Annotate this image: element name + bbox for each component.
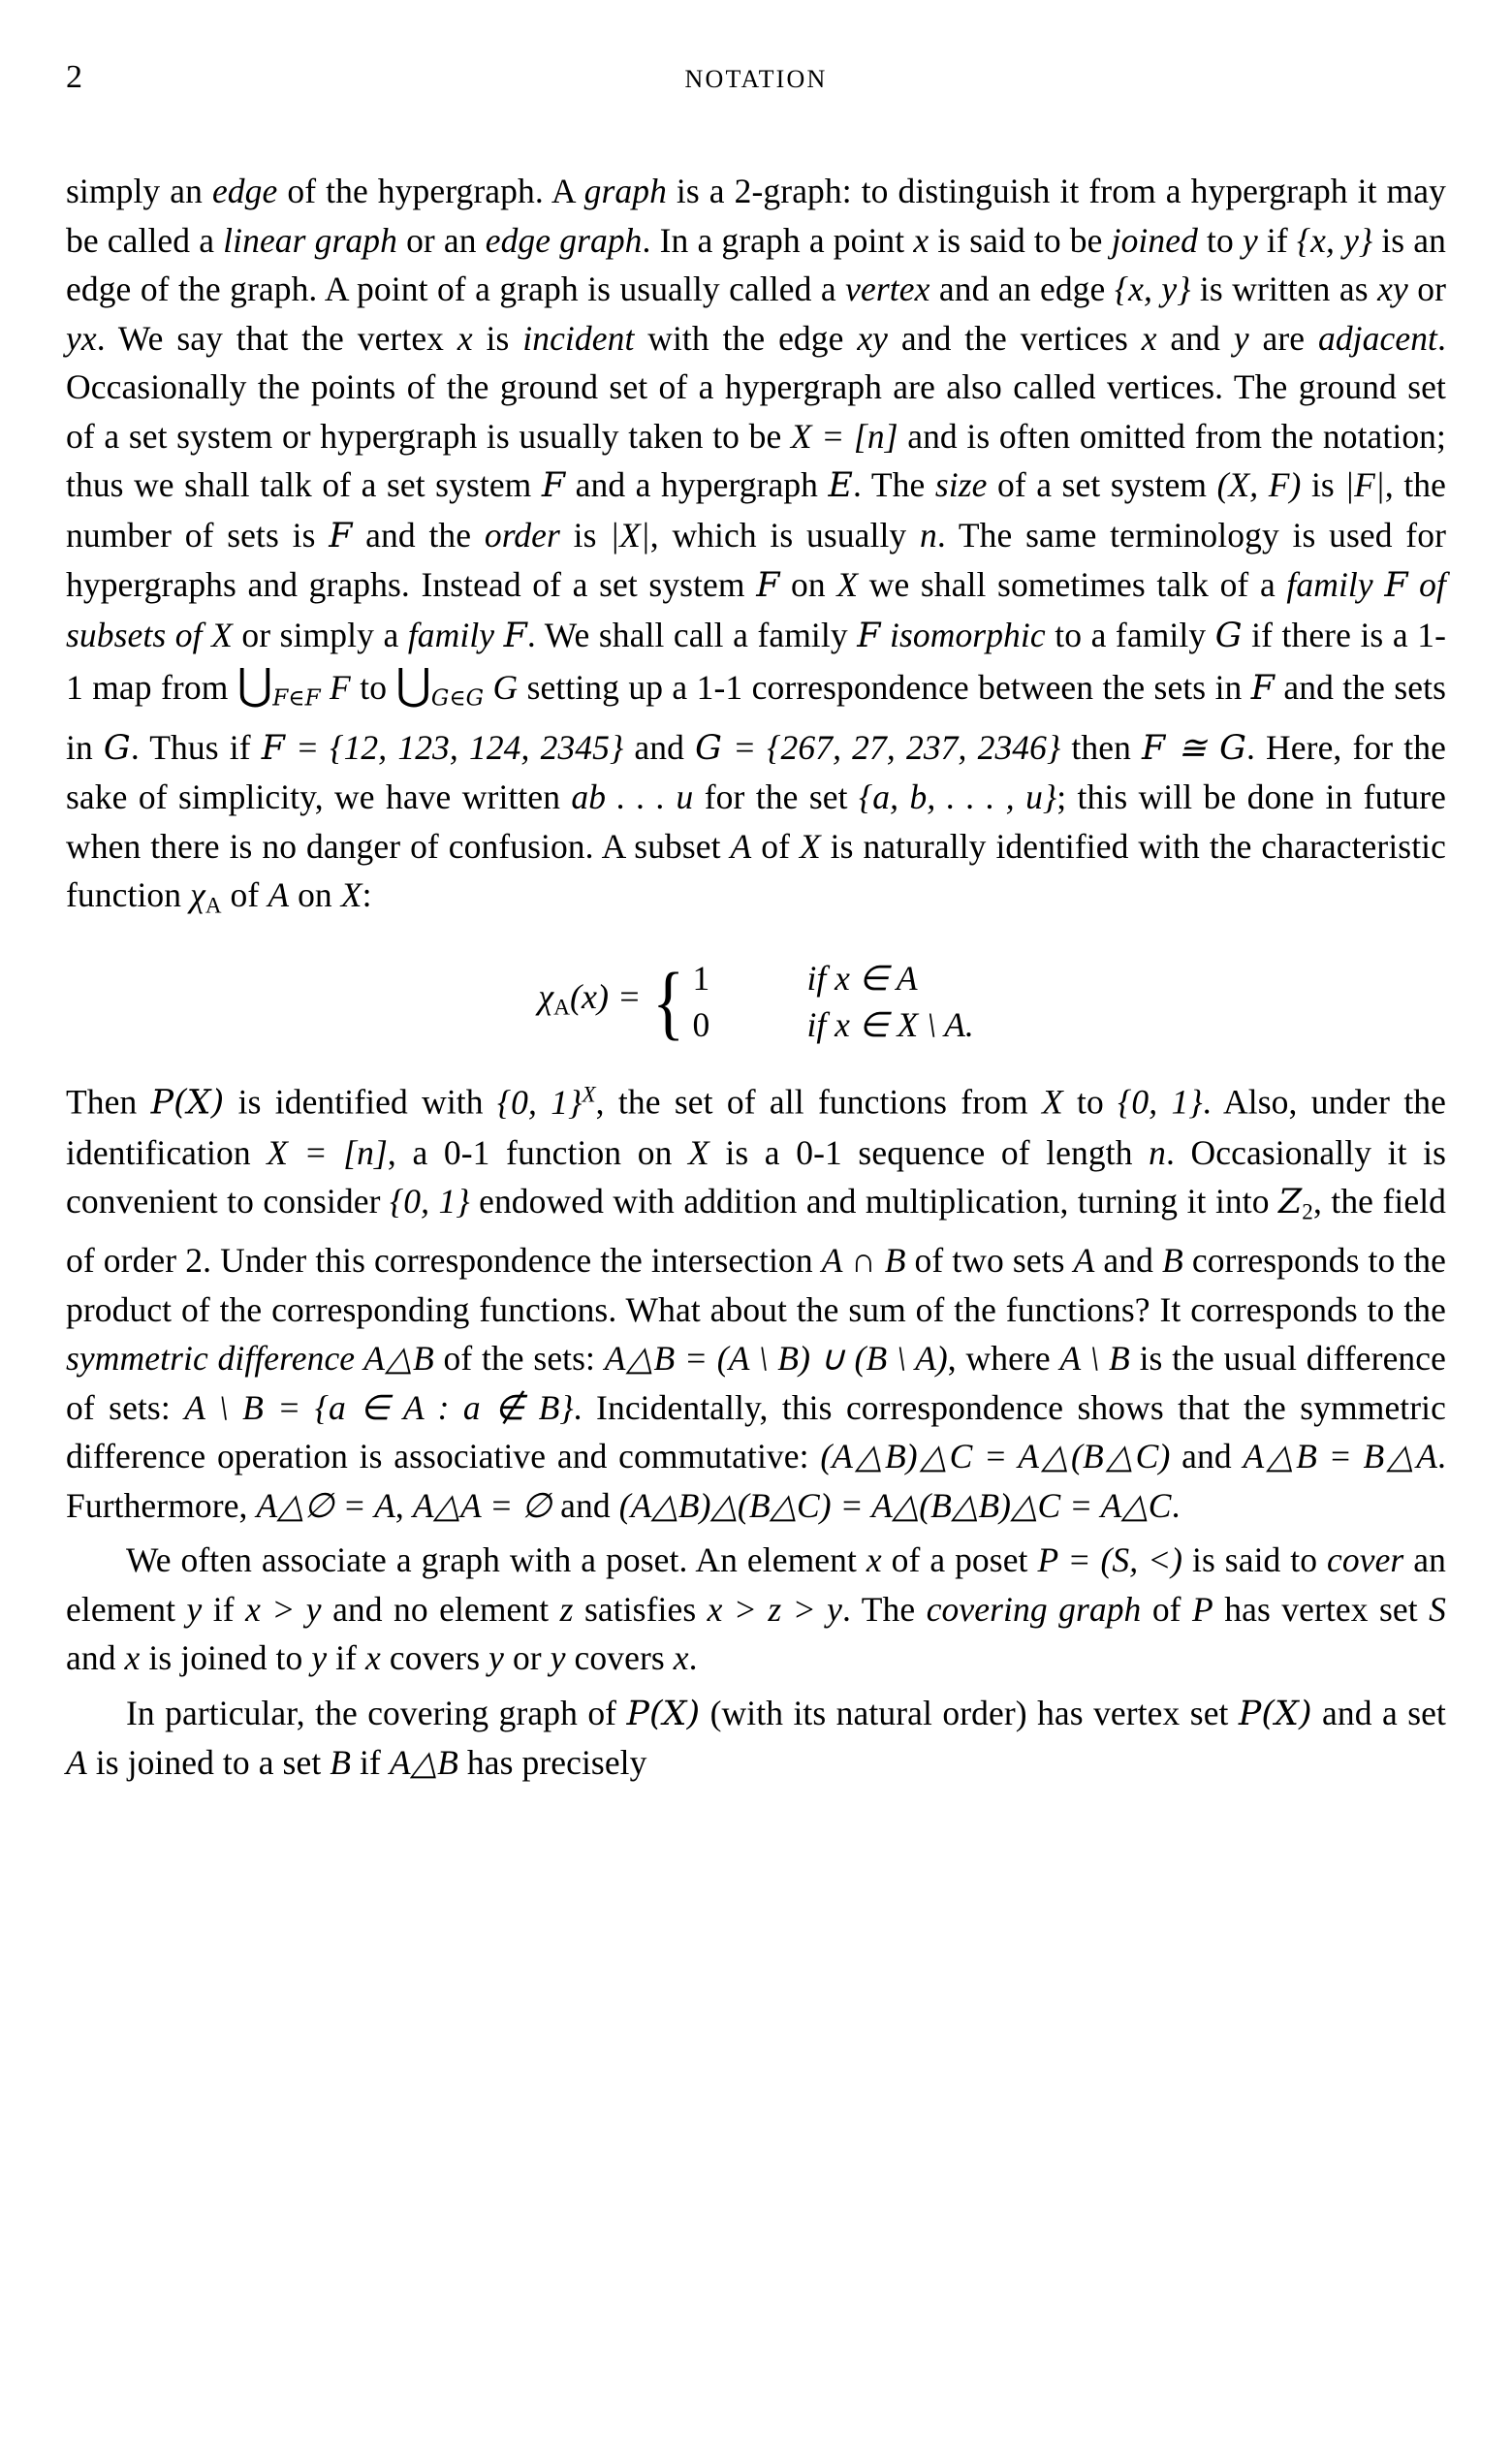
text-run: . Occasionally it is convenient to consider [66, 1132, 1446, 1222]
display-equation [66, 955, 1446, 1048]
math-run: X [340, 875, 362, 915]
equation-argument: (x) = [569, 976, 642, 1016]
math-run: (X, F) [1216, 465, 1302, 504]
text-run: or simply a [232, 615, 408, 654]
paragraph-4 [66, 1689, 1446, 1788]
math-run: X [202, 615, 233, 654]
math-chi [190, 875, 222, 918]
text-run: and the [352, 515, 485, 555]
text-run: is said to be [929, 220, 1112, 260]
text-run: and no element [321, 1589, 560, 1629]
chi-subscript: A [553, 995, 570, 1021]
page-header [66, 58, 1446, 116]
math-calligraphic: G [695, 728, 722, 768]
text-run: covers [380, 1638, 489, 1678]
union-subscript: G∈G [430, 685, 485, 712]
chi-symbol: χ [538, 976, 554, 1016]
text-run: is the usual difference of sets: [66, 1339, 1446, 1427]
text-run: on [289, 875, 341, 915]
math-run: A△B = B△A [1243, 1437, 1438, 1476]
text-run: setting up a 1-1 correspondence between the sets in [518, 668, 1251, 707]
math-run: y [488, 1638, 504, 1678]
math-run: x [673, 1638, 689, 1678]
text-run: then [1060, 727, 1143, 767]
union-operand: G [484, 668, 519, 707]
text-run: is joined to a set [86, 1743, 331, 1783]
math-run: x [124, 1638, 141, 1678]
math-run: |F| [1344, 465, 1385, 504]
text-run: is a 2-graph: to distinguish it from a hypergraph it may be called a [66, 172, 1446, 260]
text-run: . The [842, 1589, 927, 1629]
text-run: of [1141, 1589, 1193, 1629]
text-run: of a set system [987, 465, 1217, 504]
math-run: |X| [610, 515, 650, 555]
math-run: A [268, 875, 290, 915]
math-run: P = (S, <) [1037, 1540, 1183, 1580]
text-run-italic: order [484, 515, 560, 555]
math-run: y [550, 1638, 566, 1678]
union-symbol: ⋃ [395, 660, 431, 709]
math-run: X = [n] [267, 1132, 388, 1172]
math-run: y [1242, 220, 1258, 260]
paragraph-1 [66, 167, 1446, 930]
math-run: A△∅ = A [256, 1485, 395, 1525]
text-run: . The [853, 465, 935, 504]
math-union-2 [395, 660, 519, 712]
math-run: A \ B = {a ∈ A : a ∉ B} [184, 1387, 574, 1427]
text-run: and [551, 1485, 619, 1525]
text-run: for the set [693, 777, 859, 817]
math-run: n [1149, 1132, 1166, 1172]
text-run: , which is usually [649, 515, 920, 555]
cases-equation [538, 955, 974, 1048]
math-power-set [497, 1083, 596, 1122]
equation-lhs [538, 975, 648, 1030]
math-run: X = [n] [790, 416, 898, 456]
text-run: and [66, 1638, 125, 1678]
field-subscript: 2 [1302, 1198, 1313, 1224]
text-run: and [1156, 318, 1234, 358]
text-run-italic: cover [1327, 1540, 1404, 1580]
math-run: y [186, 1589, 203, 1629]
text-run: has precisely [457, 1743, 647, 1783]
text-run: of two sets [905, 1241, 1074, 1281]
math-run: x [913, 220, 929, 260]
text-run: if [1257, 220, 1297, 260]
math-run: y [311, 1638, 328, 1678]
text-run: is identified with [224, 1083, 497, 1123]
text-run: and the sets in [66, 668, 1446, 767]
text-run: and [623, 727, 696, 767]
text-run: to [1197, 220, 1243, 260]
text-run-italic: incident [522, 318, 635, 358]
text-run: , the set of all functions from [595, 1083, 1042, 1123]
math-run: = {12, 123, 124, 2345} [285, 727, 624, 767]
math-run: z [559, 1589, 574, 1629]
math-run: {0, 1} [496, 1083, 583, 1123]
text-run: , the number of sets is [66, 465, 1446, 555]
text-run: , a 0-1 function on [387, 1132, 688, 1172]
math-calligraphic: Z [1278, 1183, 1303, 1222]
text-run: of [751, 826, 800, 866]
paragraph-2 [66, 1069, 1446, 1530]
union-operand: F [320, 668, 351, 707]
math-run: A [1073, 1241, 1095, 1281]
math-union-1 [236, 660, 351, 712]
text-run: and the vertices [888, 318, 1142, 358]
math-run: B [1162, 1241, 1183, 1281]
math-calligraphic: F [1384, 566, 1408, 605]
text-run: . Here, for the sake of simplicity, we have written [66, 727, 1446, 817]
math-run: A△A = ∅ [412, 1485, 552, 1525]
cases-row [693, 955, 974, 1001]
text-run: an element [66, 1540, 1446, 1629]
text-run-italic: joined [1111, 220, 1198, 260]
math-run: X [1041, 1083, 1063, 1123]
text-run: simply an [66, 172, 212, 210]
math-run: X [799, 826, 821, 866]
math-calligraphic: P(X) [150, 1084, 225, 1124]
math-run: n [919, 515, 937, 555]
text-run: or [1407, 270, 1447, 308]
text-run: of a poset [881, 1540, 1038, 1580]
math-calligraphic: F [329, 516, 353, 555]
math-run: x [866, 1540, 882, 1580]
page-number: 2 [66, 59, 82, 95]
text-run: . [688, 1638, 698, 1678]
math-run: A [730, 826, 752, 866]
text-run: is an edge of the graph. A point of a graph is usually called a [66, 220, 1446, 308]
left-brace: { [652, 955, 685, 1049]
text-run: of the hypergraph. A [277, 172, 584, 210]
text-run-italic: isomorphic [880, 615, 1046, 654]
text-run: is joined to [140, 1638, 312, 1678]
text-run: Then [66, 1083, 151, 1123]
math-run: (A△B)△(B△C) = A△(B△B)△C = A△C [618, 1485, 1172, 1525]
text-run-italic: size [934, 465, 988, 504]
text-run-italic: of subsets of [66, 565, 1446, 654]
math-run: {a, b, . . . , u} [858, 777, 1057, 817]
text-run: . In a graph a point [642, 220, 914, 260]
math-run: F ≅ G [1142, 728, 1246, 768]
text-run-italic: vertex [845, 270, 930, 308]
math-run: A△B = (A \ B) ∪ (B \ A) [604, 1339, 948, 1379]
cases-row [693, 1001, 974, 1048]
text-run: is [559, 515, 611, 555]
math-run: {x, y} [1296, 220, 1373, 260]
text-run: with the edge [634, 318, 858, 358]
text-run: satisfies [573, 1589, 708, 1629]
text-run: . We say that the vertex [96, 318, 457, 358]
math-run: A ∩ B [821, 1241, 906, 1281]
math-calligraphic: P(X) [1238, 1694, 1312, 1733]
math-run: x [1141, 318, 1157, 358]
page-body [66, 167, 1446, 1788]
math-run: A△B [355, 1339, 434, 1379]
math-calligraphic: G [1214, 616, 1243, 655]
math-run: A \ B [1059, 1339, 1130, 1379]
text-run-italic: symmetric difference [66, 1339, 356, 1379]
text-run: . Thus if [130, 727, 262, 767]
text-run: if there is a 1-1 map from [66, 615, 1446, 707]
case-condition: if x ∈ X \ A. [806, 1005, 974, 1045]
math-run: (A△B)△C = A△(B△C) [820, 1437, 1171, 1476]
math-exponent: X [582, 1081, 596, 1107]
math-field [1278, 1182, 1313, 1224]
math-calligraphic: E [828, 466, 854, 505]
union-symbol: ⋃ [236, 660, 273, 709]
math-run: x [365, 1638, 381, 1678]
chi-subscript: A [205, 892, 222, 918]
math-run: ab . . . u [571, 777, 694, 817]
text-run-italic: edge graph [485, 220, 643, 260]
math-run: x > y [245, 1589, 322, 1629]
text-run: is a 0-1 sequence of length [709, 1132, 1150, 1172]
text-run: are [1248, 318, 1318, 358]
union-subscript: F∈F [272, 685, 321, 712]
text-run: if [202, 1589, 246, 1629]
text-run: and a hypergraph [565, 465, 829, 504]
text-run: if [351, 1743, 390, 1783]
text-run: corresponds to the product of the corresponding functions. What about the sum of the functions? It corresponds to the [66, 1241, 1447, 1329]
text-run: and [1170, 1437, 1244, 1476]
math-run: xy [1377, 270, 1408, 308]
text-run: and an edge [929, 270, 1115, 308]
math-run: yx [66, 318, 97, 358]
math-run: {x, y} [1114, 270, 1191, 308]
text-run: to a family [1045, 615, 1215, 654]
text-run: , [394, 1485, 413, 1525]
text-run: and a set [1311, 1693, 1446, 1732]
text-run: : [362, 875, 372, 915]
text-run: or an [396, 220, 486, 260]
math-calligraphic: F [503, 616, 527, 655]
math-run: {0, 1} [389, 1182, 470, 1222]
cases-rows [693, 955, 974, 1048]
math-run: = {267, 27, 237, 2346} [721, 727, 1061, 767]
math-calligraphic: F [857, 616, 881, 655]
text-run: is said to [1182, 1540, 1328, 1580]
math-run: {0, 1} [1118, 1083, 1203, 1123]
text-run: of the sets: [433, 1339, 605, 1379]
text-run-italic: family [1286, 565, 1373, 604]
text-run: to [350, 668, 396, 707]
text-run: . We shall call a family [526, 615, 858, 654]
math-run: A [66, 1743, 87, 1783]
text-run: is [1301, 465, 1345, 504]
text-run-italic: family [407, 615, 495, 654]
text-run: and is often omitted from the notation; thus we shall talk of a set system [66, 416, 1446, 504]
text-run: or [503, 1638, 551, 1678]
math-calligraphic: F [756, 566, 780, 605]
running-title: NOTATION [684, 65, 828, 93]
math-run: X [836, 565, 859, 604]
text-run: if [327, 1638, 366, 1678]
text-run: of [221, 875, 268, 915]
math-calligraphic: P(X) [626, 1694, 701, 1733]
text-run: In particular, the covering graph of [126, 1693, 627, 1732]
text-run: . Also, under the identification [66, 1083, 1446, 1172]
math-run: x [457, 318, 473, 358]
text-run-italic: adjacent [1317, 318, 1438, 358]
text-run: on [779, 565, 837, 604]
text-run: is [472, 318, 523, 358]
math-run: y [1233, 318, 1249, 358]
text-run-italic: edge [211, 172, 278, 210]
text-run: . Furthermore, [66, 1437, 1447, 1525]
text-run: . Occasionally the points of the ground set of a hypergraph are also called vertices. The ground set of a set system or hypergraph is usually taken to be [66, 318, 1447, 456]
paragraph-3 [66, 1536, 1446, 1683]
text-run: covers [565, 1638, 674, 1678]
chi-symbol: χ [190, 875, 205, 915]
math-run: P [1192, 1589, 1213, 1629]
text-run: ; this will be done in future when there is no danger of confusion. A subset [66, 777, 1447, 866]
text-run: has vertex set [1213, 1589, 1430, 1629]
text-run: . The same terminology is used for hypergraphs and graphs. Instead of a set system [66, 515, 1446, 604]
math-run: X [688, 1132, 709, 1172]
case-value: 1 [692, 959, 710, 999]
text-run: . Incidentally, this correspondence shows that the symmetric difference operation is associative and commutative: [66, 1387, 1446, 1476]
text-run-italic: covering graph [926, 1589, 1142, 1629]
text-run: , where [947, 1339, 1060, 1379]
text-run: is written as [1190, 270, 1378, 308]
math-calligraphic: G [103, 728, 131, 768]
math-calligraphic: F [541, 466, 566, 505]
math-run: B [330, 1743, 352, 1783]
math-run: xy [857, 318, 889, 358]
math-calligraphic: F [1250, 669, 1275, 708]
math-run: S [1429, 1589, 1446, 1629]
math-calligraphic: F [261, 728, 285, 768]
case-value: 0 [692, 1005, 710, 1045]
math-run: A△B [389, 1743, 458, 1783]
text-run: to [1062, 1083, 1118, 1123]
text-run: endowed with addition and multiplication, turning it into [469, 1182, 1279, 1222]
text-run: is naturally identified with the characteristic function [66, 826, 1446, 915]
math-run: x > z > y [707, 1589, 843, 1629]
text-run-italic: linear graph [223, 220, 397, 260]
text-run: and [1094, 1241, 1163, 1281]
text-run: , the field of order 2. Under this correspondence the intersection [66, 1182, 1447, 1281]
text-run: we shall sometimes talk of a [858, 565, 1287, 604]
text-run: We often associate a graph with a poset. An element [126, 1540, 866, 1580]
text-run-italic: graph [583, 172, 667, 210]
text-run: (with its natural order) has vertex set [700, 1693, 1239, 1732]
case-condition: if x ∈ A [806, 959, 918, 999]
text-run: . [1171, 1485, 1181, 1525]
